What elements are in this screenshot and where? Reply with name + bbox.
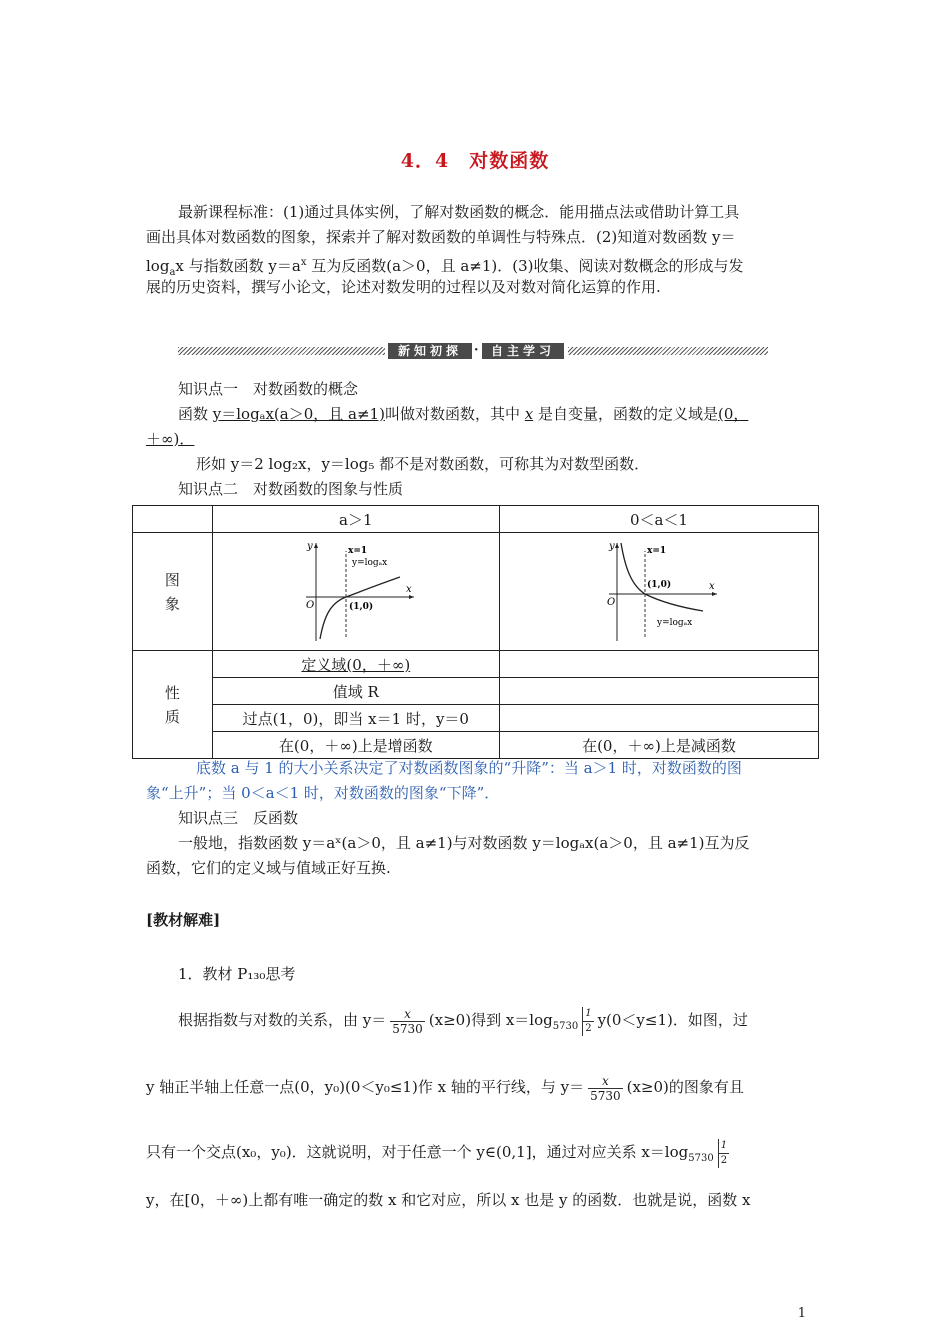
prop-decreasing: 在(0，＋∞)上是减函数 [499, 732, 818, 759]
text: (x≥0)得到 x＝log [428, 1011, 553, 1029]
denominator: 5730 [392, 1021, 423, 1036]
x-label: x [708, 580, 715, 592]
empty-cell [499, 705, 818, 732]
hatch-left [178, 347, 385, 355]
denominator: 5730 [590, 1088, 621, 1103]
page-title: 4．4 对数函数 [400, 150, 550, 172]
fraction [588, 1074, 623, 1103]
text: (x≥0)的图象有且 [626, 1078, 744, 1096]
y-label: y [306, 540, 313, 552]
x-label: x [405, 583, 412, 595]
jc-line-2 [146, 1070, 826, 1104]
page-number: 1 [797, 1306, 806, 1321]
row-label-graph: 图 象 [133, 533, 213, 651]
domain: (0， [717, 405, 749, 423]
line-label: x=1 [646, 545, 667, 556]
k3-line-2: 函数，它们的定义域与值域正好互换. [146, 859, 391, 877]
numerator: x [390, 1007, 425, 1022]
k3-heading: 知识点三 反函数 [178, 809, 299, 827]
jc-line-4: y，在[0，＋∞)上都有唯一确定的数 x 和它对应，所以 x 也是 y 的函数．也就是说，函数 x [146, 1191, 751, 1209]
jc-item: 1．教材 P₁₃₀思考 [178, 965, 296, 983]
standard-line-4: 展的历史资料，撰写小论文，论述对数发明的过程以及对数对简化运算的作用. [146, 278, 661, 296]
prop-domain-text: 定义域(0，＋∞) [301, 655, 411, 674]
fraction [390, 1007, 425, 1036]
graph-cell-increasing [212, 533, 499, 651]
log-base: 5730 [688, 1153, 714, 1164]
banner-dot: · [474, 343, 479, 358]
standard-line-1: 最新课程标准：(1)通过具体实例，了解对数函数的概念．能用描点法或借助计算工具 [178, 203, 740, 221]
exp: x [300, 257, 307, 268]
standard-line-2: 画出具体对数函数的图象，探索并了解对数函数的单调性与特殊点．(2)知道对数函数 y＝ [146, 228, 736, 246]
jc-line-1 [178, 1003, 828, 1044]
origin-label: O [305, 599, 314, 611]
denominator: 2 [720, 1154, 728, 1166]
x-arrow [409, 595, 414, 599]
empty-cell [499, 651, 818, 678]
log-base: a [169, 267, 176, 278]
text: 根据指数与对数的关系，由 y＝ [178, 1011, 387, 1029]
k1-line-2 [146, 427, 194, 452]
jc-heading: [教材解难] [146, 911, 221, 929]
point-label: (1,0) [348, 601, 373, 612]
empty-cell [499, 678, 818, 705]
tip-line-2: 象“上升”；当 0＜a＜1 时，对数函数的图象“下降”． [146, 784, 500, 802]
curve-label: y=logₐx [351, 557, 388, 568]
log-text: log [146, 257, 170, 275]
banner-tag-right: 自主学习 [482, 343, 564, 359]
k1-heading: 知识点一 对数函数的概念 [178, 380, 359, 398]
root-fraction [718, 1139, 729, 1168]
k1-line-1 [178, 402, 818, 427]
text: 函数 [178, 405, 213, 423]
curve-label: y=logₐx [656, 617, 693, 628]
numerator: 1 [583, 1007, 593, 1022]
y-label: y [608, 540, 615, 552]
text: 互为反函数(a＞0，且 a≠1)．(3)收集、阅读对数概念的形成与发 [306, 257, 744, 275]
section-banner [178, 343, 768, 359]
col-header-a-lt-1: 0＜a＜1 [499, 506, 818, 533]
text: x 与指数函数 y＝a [175, 257, 301, 275]
numerator: x [588, 1074, 623, 1089]
numerator: 1 [719, 1139, 729, 1154]
k3-line-1: 一般地，指数函数 y＝aˣ(a＞0，且 a≠1)与对数函数 y＝logₐx(a＞0，且 a≠1)互为反 [178, 834, 750, 852]
k1-note: 形如 y＝2 log₂x，y＝log₅ 都不是对数函数，可称其为对数型函数． [196, 455, 650, 473]
text: 只有一个交点(x₀，y₀)．这就说明，对于任意一个 y∈(0,1]，通过对应关系 x＝log [146, 1143, 689, 1161]
tip-line-1: 底数 a 与 1 的大小关系决定了对数函数图象的“升降”：当 a＞1 时，对数函数的图 [196, 759, 742, 777]
text: y 轴正半轴上任意一点(0，y₀)(0＜y₀≤1)作 x 轴的平行线，与 y＝ [146, 1078, 585, 1096]
col-header-a-gt-1: a＞1 [212, 506, 499, 533]
corner-cell [133, 506, 213, 533]
prop-point: 过点(1，0)，即当 x＝1 时，y＝0 [212, 705, 499, 732]
line-label: x=1 [347, 545, 367, 556]
hatch-right [568, 347, 768, 355]
prop-increasing: 在(0，＋∞)上是增函数 [212, 732, 499, 759]
graph-increasing [296, 537, 416, 647]
banner-tag-left: 新知初探 [388, 343, 472, 359]
log-base: 5730 [552, 1021, 579, 1032]
y-arrow [615, 543, 619, 548]
domain-end: ＋∞)． [146, 430, 195, 448]
function-property-table [132, 505, 819, 759]
point-label: (1,0) [646, 579, 672, 590]
k2-heading: 知识点二 对数函数的图象与性质 [178, 480, 404, 498]
origin-label: O [606, 596, 616, 608]
graph-cell-decreasing [499, 533, 818, 651]
denominator: 2 [585, 1022, 592, 1034]
y-arrow [314, 543, 318, 548]
jc-line-3 [146, 1135, 826, 1176]
x-arrow [712, 592, 717, 596]
graph-decreasing [599, 537, 719, 647]
prop-range: 值域 R [212, 678, 499, 705]
text: 叫做对数函数，其中 [384, 405, 525, 423]
text: 是自变量，函数的定义域是 [533, 405, 718, 423]
definition: y＝logₐx(a＞0，且 a≠1) [212, 405, 385, 423]
variable: x [524, 405, 534, 423]
prop-domain [212, 651, 499, 678]
text: y(0＜y≤1)．如图，过 [597, 1011, 748, 1029]
row-label-properties: 性 质 [133, 651, 213, 759]
root-fraction [582, 1007, 593, 1036]
